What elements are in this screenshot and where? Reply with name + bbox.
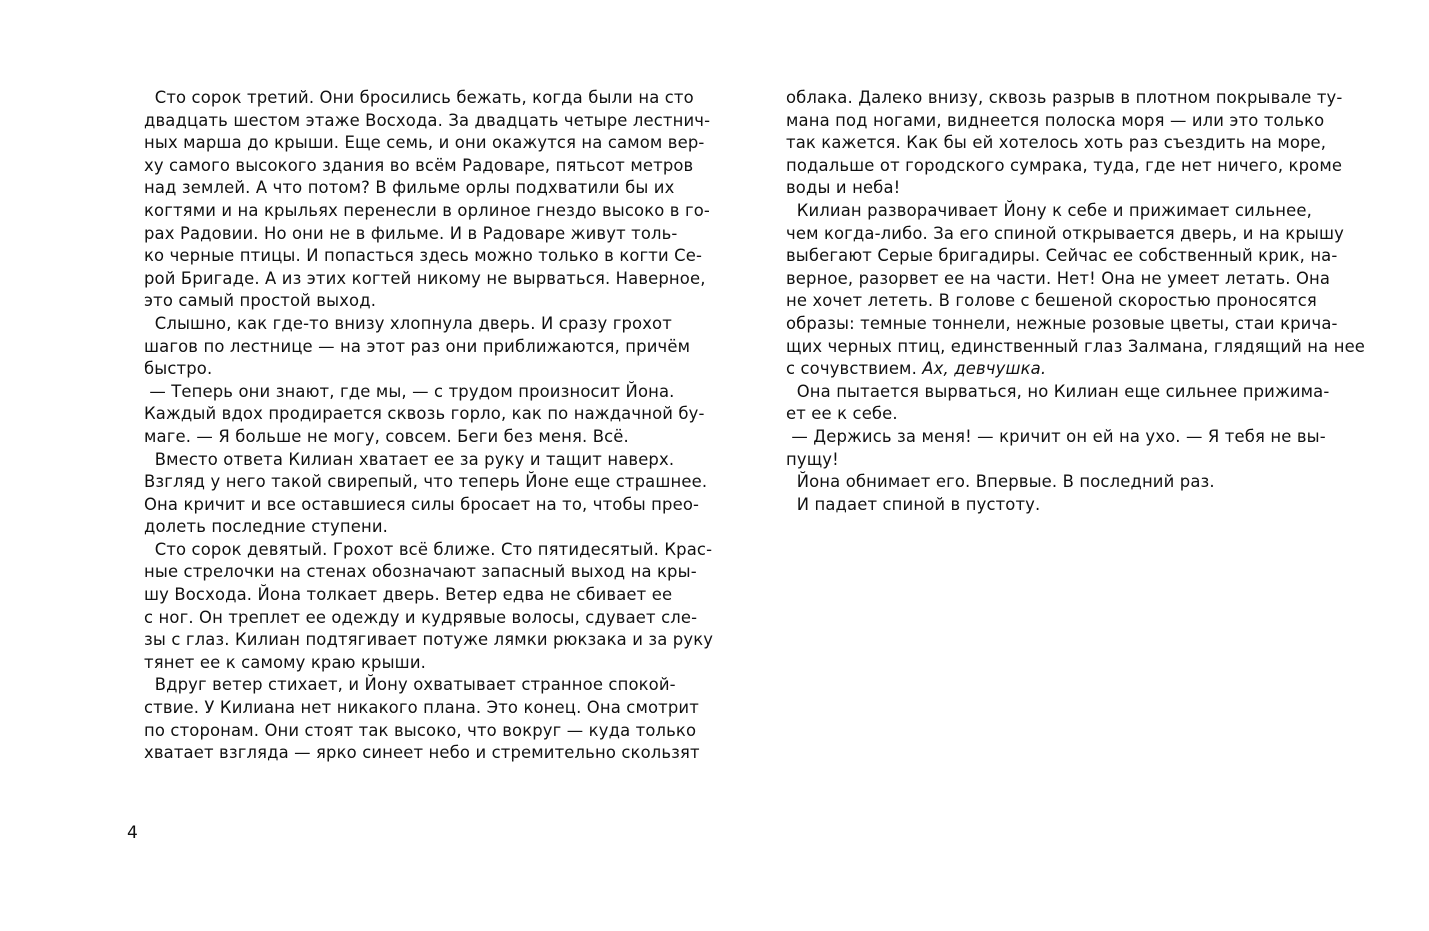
text-line: тянет ее к самому краю крыши. — [144, 652, 426, 672]
text-line: ные стрелочки на стенах обозначают запасный выход на кры- — [144, 562, 697, 582]
text-line: образы: темные тоннели, нежные розовые цветы, стаи крича- — [786, 313, 1338, 333]
paragraph — [786, 471, 1284, 494]
text-line: пущу! — [786, 449, 839, 469]
text-line: И падает спиной в пустоту. — [786, 494, 1041, 514]
text-line: не хочет лететь. В голове с бешеной скоростью проносятся — [786, 291, 1317, 311]
text-line: мана под ногами, виднеется полоска моря — или это только — [786, 110, 1325, 130]
text-line: выбегают Серые бригадиры. Сейчас ее собственный крик, на- — [786, 246, 1338, 266]
text-line: воды и неба! — [786, 178, 901, 198]
text-line: долеть последние ступени. — [144, 517, 389, 537]
text-line: Йона обнимает его. Впервые. В последний раз. — [786, 472, 1215, 492]
paragraph — [786, 200, 1366, 381]
text-line: Сто сорок девятый. Грохот всё ближе. Сто пятидесятый. Крас- — [144, 539, 713, 559]
text-line: это самый простой выход. — [144, 291, 377, 311]
text-line: Она кричит и все оставшиеся силы бросает на то, чтобы прео- — [144, 494, 700, 514]
text-line: так кажется. Как бы ей хотелось хоть раз съездить на море, — [786, 133, 1327, 153]
text-line: с ног. Он треплет ее одежду и кудрявые волосы, сдувает сле- — [144, 607, 698, 627]
dialogue-paragraph — [786, 426, 1326, 471]
left-column — [144, 87, 714, 765]
text-line: Вдруг ветер стихает, и Йону охватывает странное спокой- — [144, 675, 676, 695]
paragraph — [144, 674, 700, 764]
text-line: Взгляд у него такой свирепый, что теперь Йоне еще страшнее. — [144, 472, 708, 492]
text-line: зы с глаз. Килиан подтягивает потуже лямки рюкзака и за руку — [144, 630, 714, 650]
text-line: по сторонам. Они стоят так высоко, что вокруг — куда только — [144, 720, 697, 740]
paragraph — [144, 313, 691, 381]
text-line: верное, разорвет ее на части. Нет! Она не умеет летать. Она — [786, 268, 1331, 288]
text-line: рах Радовии. Но они не в фильме. И в Радоваре живут толь- — [144, 223, 678, 243]
text-line: двадцать шестом этаже Восхода. За двадцать четыре лестнич- — [144, 110, 711, 130]
paragraph — [144, 87, 711, 313]
paragraph — [786, 494, 1284, 517]
text-line: облака. Далеко внизу, сквозь разрыв в плотном покрывале ту- — [786, 88, 1343, 107]
text-line-start: с сочувствием. — [786, 359, 917, 379]
text-line: рой Бригаде. А из этих когтей никому не вырваться. Наверное, — [144, 268, 706, 288]
paragraph — [786, 87, 1343, 200]
text-line: маге. — Я больше не могу, совсем. Беги без меня. Всё. — [144, 426, 629, 446]
text-line: Килиан разворачивает Йону к себе и прижимает сильнее, — [786, 200, 1312, 220]
text-line: чем когда-либо. За его спиной открывается дверь, и на крышу — [786, 223, 1344, 243]
text-line: шагов по лестнице — на этот раз они приближаются, причём — [144, 336, 691, 356]
text-line: ко черные птицы. И попасться здесь можно только в когти Се- — [144, 246, 703, 266]
italic-phrase: Ах, девчушка. — [916, 359, 1047, 379]
text-line: Каждый вдох продирается сквозь горло, как по наждачной бу- — [144, 404, 705, 424]
text-line: подальше от городского сумрака, туда, где нет ничего, кроме — [786, 155, 1343, 175]
paragraph — [786, 381, 1330, 426]
text-line — [786, 358, 1284, 381]
text-line: — Теперь они знают, где мы, — с трудом произносит Йона. — [144, 381, 675, 401]
text-line: когтями и на крыльях перенесли в орлиное гнездо высоко в го- — [144, 200, 710, 220]
text-line: щих черных птиц, единственный глаз Залмана, глядящий на нее — [786, 336, 1366, 356]
text-line: Вместо ответа Килиан хватает ее за руку и тащит наверх. — [144, 449, 675, 469]
text-line: Слышно, как где-то внизу хлопнула дверь. И сразу грохот — [144, 313, 672, 333]
text-line: ствие. У Килиана нет никакого плана. Это конец. Она смотрит — [144, 698, 699, 718]
paragraph — [144, 539, 714, 675]
text-line: ет ее к себе. — [786, 404, 898, 424]
text-line: ных марша до крыши. Еще семь, и они окажутся на самом вер- — [144, 133, 705, 153]
paragraph — [144, 449, 708, 539]
text-line: ху самого высокого здания во всём Радоваре, пятьсот метров — [144, 155, 694, 175]
text-line: Сто сорок третий. Они бросились бежать, когда были на сто — [144, 88, 694, 107]
text-line: — Держись за меня! — кричит он ей на ухо. — Я тебя не вы- — [786, 426, 1326, 446]
text-line: над землей. А что потом? В фильме орлы подхватили бы их — [144, 178, 675, 198]
text-line: хватает взгляда — ярко синеет небо и стремительно скользят — [144, 743, 700, 763]
right-column — [786, 87, 1366, 516]
text-line: быстро. — [144, 359, 213, 379]
text-line: Она пытается вырваться, но Килиан еще сильнее прижима- — [786, 381, 1330, 401]
dialogue-paragraph — [144, 381, 705, 449]
text-line: шу Восхода. Йона толкает дверь. Ветер едва не сбивает ее — [144, 585, 673, 605]
page-number: 4 — [127, 823, 138, 843]
